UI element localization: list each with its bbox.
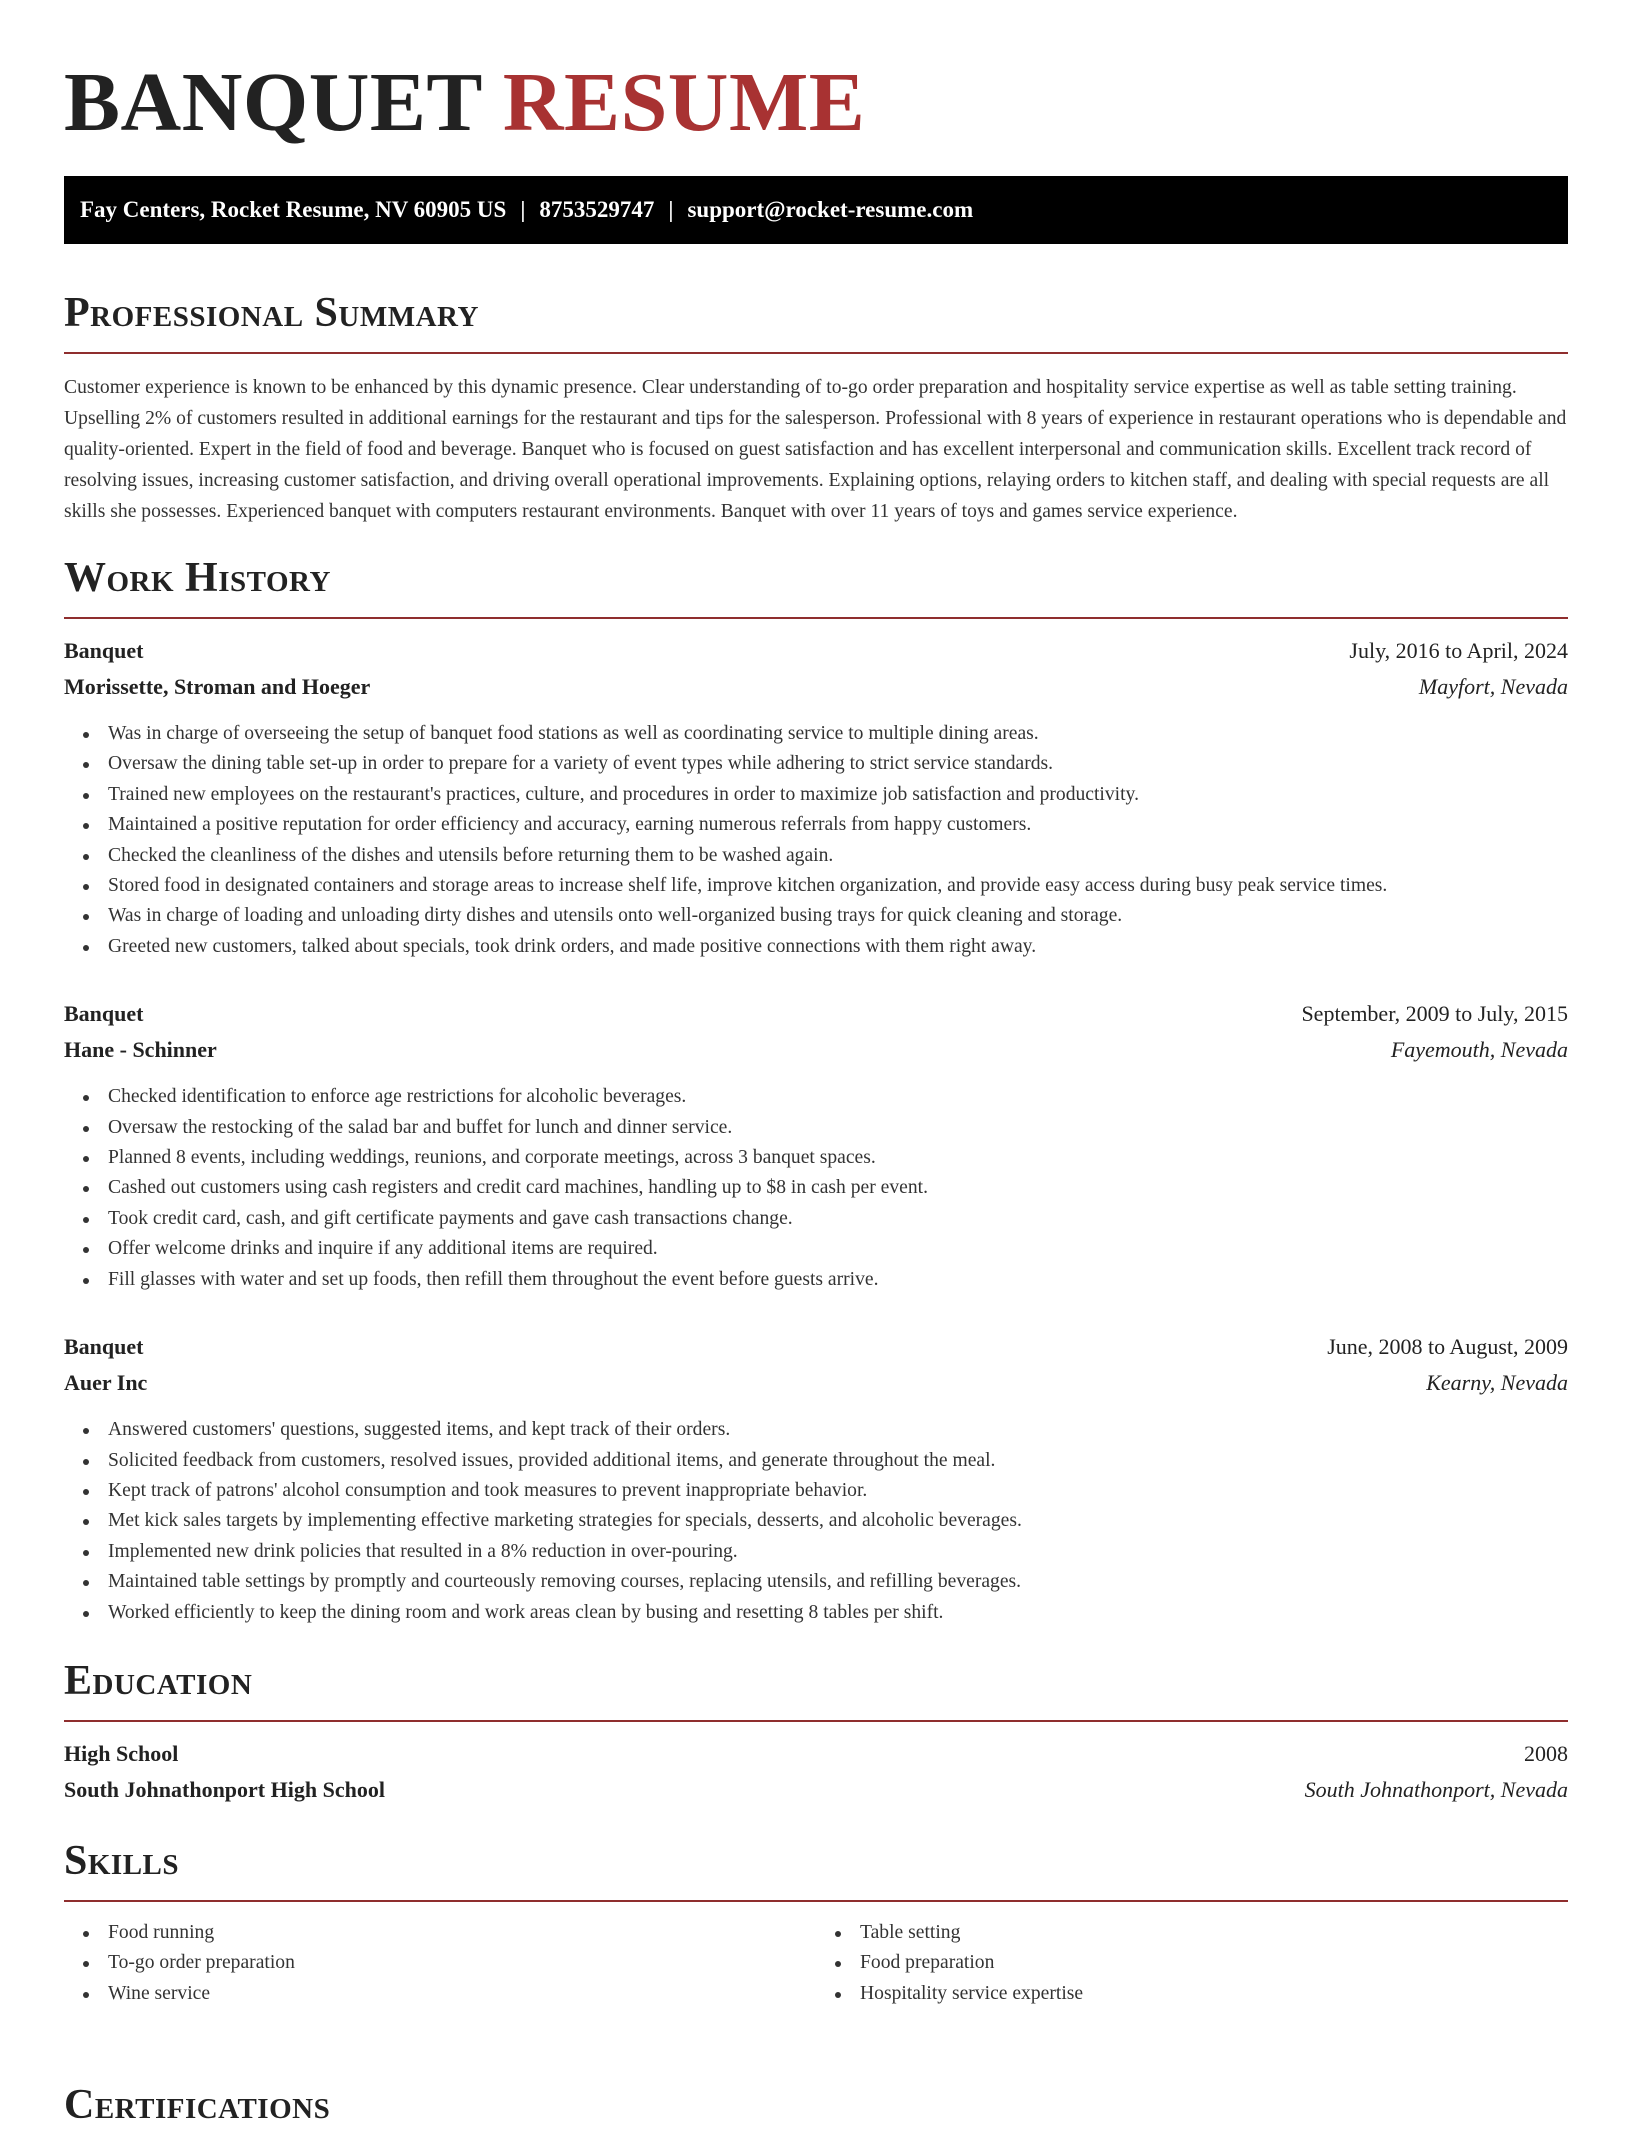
job-entry <box>64 1329 1568 1628</box>
contact-phone[interactable]: 8753529747 <box>539 197 655 222</box>
job-company: Morissette, Stroman and Hoeger <box>64 674 371 699</box>
job-header-row <box>64 1329 1568 1365</box>
job-location: Kearny, Nevada <box>1426 1370 1568 1396</box>
work-history-section <box>64 553 1568 1628</box>
job-title: Banquet <box>64 1001 144 1027</box>
skills-list-right <box>816 1918 1568 2009</box>
education-year: 2008 <box>1524 1740 1568 1766</box>
job-company: Auer Inc <box>64 1370 148 1396</box>
job-company-row <box>64 669 1568 705</box>
contact-separator: | <box>668 197 674 222</box>
job-entry <box>64 633 1568 962</box>
education-location: South Johnathonport, Nevada <box>1304 1776 1568 1802</box>
summary-text: Customer experience is known to be enhanced by this dynamic presence. Clear understanding of to-go order preparation and hospitality service expertise as well as table setting training. Upselling 2% of customers resulted in additional earnings for the restaurant and tips for the salesperson. Professional with 8 years of experience in restaurant operations who is dependable and quality-oriented. Expert in the field of food and beverage. Banquet who is focused on guest satisfaction and has excellent interpersonal and communication skills. Excellent track record of resolving issues, increasing customer satisfaction, and driving overall operational improvements. Explaining options, relaying orders to kitchen staff, and dealing with special requests are all skills she possesses. Experienced banquet with computers restaurant environments. Banquet with over 11 years of toys and games service experience. <box>64 377 1567 522</box>
skills-section <box>64 1836 1568 2009</box>
summary-section <box>64 288 1568 527</box>
job-dates: September, 2009 to July, 2015 <box>1301 1001 1568 1027</box>
education-degree: High School <box>64 1740 179 1766</box>
title-accent: RESUME <box>502 56 866 149</box>
skills-grid <box>64 1918 1568 2009</box>
list-item: Met kick sales targets by implementing effective marketing strategies for specials, desserts, and alcoholic beverages. <box>108 1506 1568 1536</box>
job-duties-list <box>64 1082 1568 1295</box>
work-history-heading: Work History <box>64 555 331 601</box>
skill-item: Hospitality service expertise <box>860 1979 1568 2009</box>
list-item: Maintained table settings by promptly and courteously removing courses, replacing utensils, and refilling beverages. <box>108 1567 1568 1597</box>
section-divider <box>64 617 1568 619</box>
skill-item: Table setting <box>860 1918 1568 1948</box>
contact-email[interactable]: support@rocket-resume.com <box>687 197 974 222</box>
list-item: Oversaw the dining table set-up in order to prepare for a variety of event types while adhering to strict service standards. <box>108 749 1568 779</box>
list-item: Offer welcome drinks and inquire if any additional items are required. <box>108 1234 1568 1264</box>
list-item: Kept track of patrons' alcohol consumption and took measures to prevent inappropriate behavior. <box>108 1476 1568 1506</box>
list-item: Implemented new drink policies that resulted in a 8% reduction in over-pouring. <box>108 1537 1568 1567</box>
skill-item: Wine service <box>108 1979 816 2009</box>
job-header-row <box>64 996 1568 1032</box>
section-divider <box>64 1720 1568 1722</box>
section-divider <box>64 352 1568 354</box>
education-heading: Education <box>64 1657 253 1704</box>
section-divider <box>64 1900 1568 1902</box>
list-item: Took credit card, cash, and gift certificate payments and gave cash transactions change. <box>108 1204 1568 1234</box>
summary-heading: Professional Summary <box>64 290 479 336</box>
list-item: Worked efficiently to keep the dining room and work areas clean by busing and resetting 8 tables per shift. <box>108 1598 1568 1628</box>
title-main: BANQUET <box>64 56 482 149</box>
education-entry <box>64 1736 1568 1808</box>
education-section <box>64 1656 1568 1808</box>
list-item: Planned 8 events, including weddings, reunions, and corporate meetings, across 3 banquet spaces. <box>108 1143 1568 1173</box>
list-item: Greeted new customers, talked about specials, took drink orders, and made positive connections with them right away. <box>108 932 1568 962</box>
job-location: Fayemouth, Nevada <box>1390 1037 1568 1063</box>
list-item: Was in charge of loading and unloading dirty dishes and utensils onto well-organized busing trays for quick cleaning and storage. <box>108 901 1568 931</box>
list-item: Fill glasses with water and set up foods, then refill them throughout the event before guests arrive. <box>108 1265 1568 1295</box>
contact-bar <box>64 176 1568 244</box>
job-dates: July, 2016 to April, 2024 <box>1349 638 1568 663</box>
list-item: Solicited feedback from customers, resolved issues, provided additional items, and generate throughout the meal. <box>108 1446 1568 1476</box>
job-company: Hane - Schinner <box>64 1037 217 1063</box>
education-school: South Johnathonport High School <box>64 1776 385 1802</box>
list-item: Was in charge of overseeing the setup of banquet food stations as well as coordinating service to multiple dining areas. <box>108 719 1568 749</box>
education-school-row <box>64 1772 1568 1808</box>
list-item: Checked identification to enforce age restrictions for alcoholic beverages. <box>108 1082 1568 1112</box>
skill-item: To-go order preparation <box>108 1948 816 1978</box>
job-company-row <box>64 1032 1568 1068</box>
job-dates: June, 2008 to August, 2009 <box>1327 1334 1568 1360</box>
job-title: Banquet <box>64 1334 144 1360</box>
certifications-heading: Certifications <box>64 2082 331 2128</box>
job-header-row <box>64 633 1568 669</box>
job-location: Mayfort, Nevada <box>1418 674 1568 699</box>
job-duties-list <box>64 1415 1568 1628</box>
contact-address: Fay Centers, Rocket Resume, NV 60905 US <box>80 197 507 222</box>
skills-list-left <box>64 1918 816 2009</box>
resume-title <box>64 0 1568 149</box>
skill-item: Food preparation <box>860 1948 1568 1978</box>
education-degree-row <box>64 1736 1568 1772</box>
list-item: Answered customers' questions, suggested items, and kept track of their orders. <box>108 1415 1568 1445</box>
job-entry <box>64 996 1568 1295</box>
list-item: Trained new employees on the restaurant's practices, culture, and procedures in order to maximize job satisfaction and productivity. <box>108 780 1568 810</box>
job-duties-list <box>64 719 1568 962</box>
job-company-row <box>64 1365 1568 1401</box>
list-item: Stored food in designated containers and storage areas to increase shelf life, improve kitchen organization, and provide easy access during busy peak service times. <box>108 871 1568 901</box>
contact-separator: | <box>520 197 526 222</box>
list-item: Oversaw the restocking of the salad bar and buffet for lunch and dinner service. <box>108 1113 1568 1143</box>
list-item: Cashed out customers using cash registers and credit card machines, handling up to $8 in cash per event. <box>108 1173 1568 1203</box>
list-item: Maintained a positive reputation for order efficiency and accuracy, earning numerous referrals from happy customers. <box>108 810 1568 840</box>
list-item: Checked the cleanliness of the dishes and utensils before returning them to be washed again. <box>108 841 1568 871</box>
skills-heading: Skills <box>64 1837 180 1884</box>
resume-page <box>64 0 1568 2128</box>
skill-item: Food running <box>108 1918 816 1948</box>
job-title: Banquet <box>64 638 144 663</box>
